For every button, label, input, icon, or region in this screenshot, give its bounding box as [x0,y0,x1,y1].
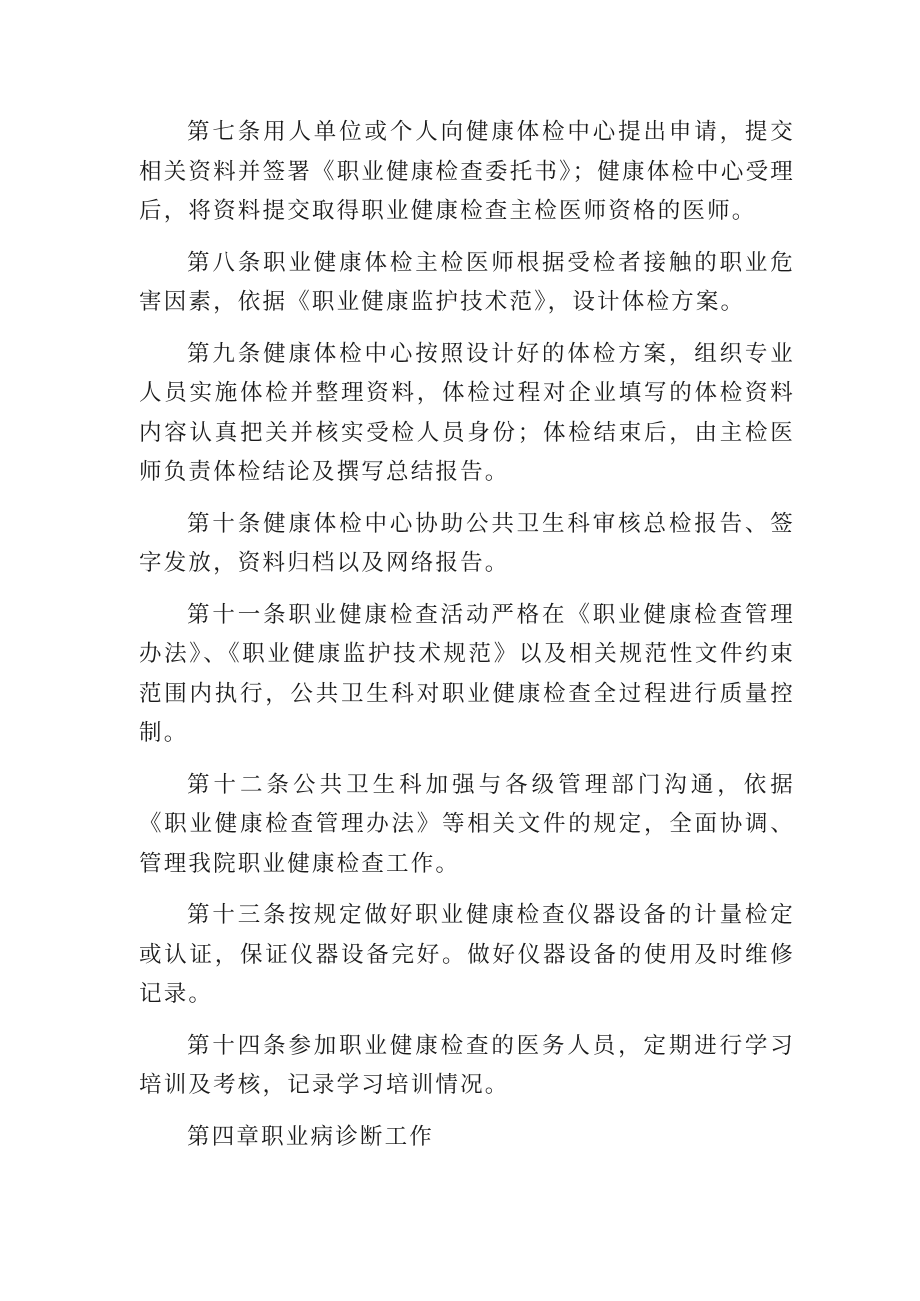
article-13-paragraph: 第十三条按规定做好职业健康检查仪器设备的计量检定或认证，保证仪器设备完好。做好仪器设备的使用及时维修记录。 [139,902,795,1007]
chapter-4-heading: 第四章职业病诊断工作 [187,1123,435,1150]
article-10-paragraph: 第十条健康体检中心协助公共卫生科审核总检报告、签字发放，资料归档以及网络报告。 [139,510,795,576]
article-12-paragraph: 第十二条公共卫生科加强与各级管理部门沟通，依据《职业健康检查管理办法》等相关文件的规定，全面协调、管理我院职业健康检查工作。 [139,771,795,877]
document-body [139,113,795,1157]
article-7-paragraph: 第七条用人单位或个人向健康体检中心提出申请，提交相关资料并签署《职业健康检查委托书》；健康体检中心受理后，将资料提交取得职业健康检查主检医师资格的医师。 [139,119,795,224]
article-9-paragraph: 第九条健康体检中心按照设计好的体检方案，组织专业人员实施体检并整理资料，体检过程对企业填写的体检资料内容认真把关并核实受检人员身份；体检结束后，由主检医师负责体检结论及撰写总结报告。 [139,340,795,485]
article-8-paragraph: 第八条职业健康体检主检医师根据受检者接触的职业危害因素，依据《职业健康监护技术范》，设计体检方案。 [139,249,795,315]
article-11-paragraph: 第十一条职业健康检查活动严格在《职业健康检查管理办法》、《职业健康监护技术规范》以及相关规范性文件约束范围内执行，公共卫生科对职业健康检查全过程进行质量控制。 [139,601,795,746]
article-14-paragraph: 第十四条参加职业健康检查的医务人员，定期进行学习培训及考核，记录学习培训情况。 [139,1032,795,1098]
